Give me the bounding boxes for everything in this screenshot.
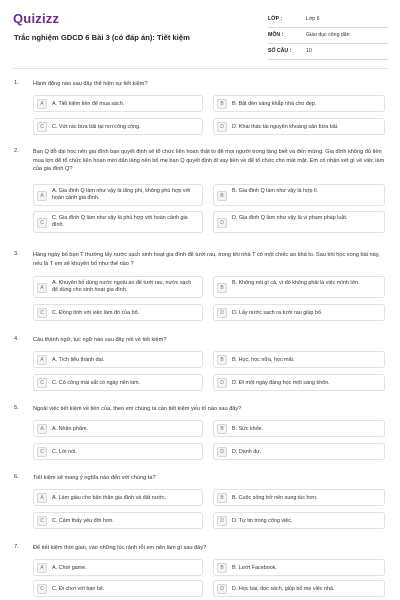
option-b[interactable] xyxy=(213,420,385,437)
option-d[interactable] xyxy=(213,374,385,391)
option-text: D. Gia đình Q làm như vậy là vi phạm pháp luật. xyxy=(232,214,348,221)
option-c[interactable] xyxy=(33,512,203,529)
option-text: B. Bật đèn sáng khắp nhà cho đẹp. xyxy=(232,100,317,107)
option-b[interactable] xyxy=(213,559,385,576)
option-c[interactable] xyxy=(33,118,203,135)
option-a[interactable] xyxy=(33,351,203,368)
option-letter: A xyxy=(37,191,47,201)
question-number: 4. xyxy=(14,336,19,342)
option-letter: C xyxy=(37,122,47,132)
option-text: B. Không nói gì cả, vì đó không phải là việc mình lớn. xyxy=(232,279,360,286)
option-letter: D xyxy=(217,584,227,594)
option-d[interactable] xyxy=(213,211,385,233)
option-text: A. Khuyên bố dùng nước ngoài ao để tưới rau, nước sạch để dùng cho sinh hoạt gia đình. xyxy=(52,279,192,294)
meta-value: Giáo dục công dân xyxy=(306,32,350,38)
option-letter: D xyxy=(217,378,227,388)
option-letter: C xyxy=(37,584,47,594)
option-b[interactable] xyxy=(213,184,385,206)
option-a[interactable] xyxy=(33,559,203,576)
option-text: C. Cảm thấy yêu đời hơn. xyxy=(52,517,114,524)
option-text: B. Sức khỏe. xyxy=(232,425,264,432)
option-letter: A xyxy=(37,424,47,434)
question-text: Để tiết kiệm thời gian, vào những lúc rảnh rỗi em nên làm gì sau đây? xyxy=(33,545,207,551)
option-text: C. Đồng tình với việc làm đó của bố. xyxy=(52,309,140,316)
option-text: C. Lời nói. xyxy=(52,448,77,455)
option-d[interactable] xyxy=(213,580,385,597)
option-a[interactable] xyxy=(33,420,203,437)
option-text: D. Khai thác tài nguyên khoáng sản bừa bãi. xyxy=(232,123,339,130)
option-text: D. Tự tin trong công việc. xyxy=(232,517,293,524)
header-divider xyxy=(13,68,388,69)
question-text: Câu thành ngữ, tục ngữ nào sau đây nói về tiết kiệm? xyxy=(33,337,167,343)
option-c[interactable] xyxy=(33,580,203,597)
meta-label: LỚP : xyxy=(268,16,283,22)
option-b[interactable] xyxy=(213,351,385,368)
meta-table xyxy=(268,12,388,60)
option-text: D. Danh dự. xyxy=(232,448,262,455)
option-b[interactable] xyxy=(213,276,385,298)
option-a[interactable] xyxy=(33,95,203,112)
option-letter: C xyxy=(37,308,47,318)
meta-value: Lớp 6 xyxy=(306,16,320,22)
worksheet-header xyxy=(0,0,400,62)
meta-row-count xyxy=(268,44,388,60)
option-d[interactable] xyxy=(213,304,385,321)
option-c[interactable] xyxy=(33,304,203,321)
option-letter: C xyxy=(37,378,47,388)
meta-label: SỐ CÂU : xyxy=(268,48,292,54)
question-number: 1. xyxy=(14,80,19,86)
option-text: B. Gia đình Q làm như vậy là hợp lí. xyxy=(232,187,319,194)
option-letter: A xyxy=(37,355,47,365)
option-text: A. Gia đình Q làm như vậy là lãng phí, không phù hợp với hoàn cảnh gia đình. xyxy=(52,187,191,202)
option-c[interactable] xyxy=(33,374,203,391)
option-text: C. Có công mài sắt có ngày nên kim. xyxy=(52,379,141,386)
option-text: B. Học, học nữa, học mãi. xyxy=(232,356,295,363)
question-text: Bạn Q đỗ đại học nên gia đình bạn quyết định sẽ tổ chức liên hoan thật to để mọi người trong làng biết và đến mừng. Gia đình không đủ tiền mua lợn để tổ chức liên hoan mời dân làng nên bố mẹ bạn Q quyết định đi vay tiền về để tổ chức cho mát mặt. Em có nhận xét gì về việc làm của gia đình Q? xyxy=(33,149,385,173)
option-b[interactable] xyxy=(213,95,385,112)
option-text: B. Lướt Facebook. xyxy=(232,564,277,571)
question-text: Ngoài việc tiết kiệm về tiền của, theo em chúng ta cần tiết kiệm yếu tố nào sau đây? xyxy=(33,406,242,412)
meta-row-grade xyxy=(268,12,388,28)
option-letter: D xyxy=(217,516,227,526)
question-number: 6. xyxy=(14,474,19,480)
option-d[interactable] xyxy=(213,512,385,529)
option-text: D. Học bài, đọc sách, giúp bố mẹ việc nhà. xyxy=(232,585,335,592)
option-letter: B xyxy=(217,493,227,503)
option-letter: B xyxy=(217,355,227,365)
option-letter: B xyxy=(217,283,227,293)
option-c[interactable] xyxy=(33,211,203,233)
meta-row-subject xyxy=(268,28,388,44)
option-letter: B xyxy=(217,563,227,573)
option-letter: B xyxy=(217,99,227,109)
option-text: D. Đi một ngày đàng học một sàng khôn. xyxy=(232,379,330,386)
option-text: A. Tiết kiệm tiền để mua sách. xyxy=(52,100,125,107)
option-letter: A xyxy=(37,283,47,293)
option-letter: B xyxy=(217,191,227,201)
option-letter: D xyxy=(217,218,227,228)
option-letter: C xyxy=(37,447,47,457)
question-number: 2. xyxy=(14,148,19,154)
page-title: Trắc nghiệm GDCD 6 Bài 3 (có đáp án): Tiết kiệm xyxy=(14,33,190,42)
option-text: D. Lấy nước sạch ra tưới rau giúp bố. xyxy=(232,309,323,316)
question-text: Hàng ngày bố bạn T thường lấy nước sạch sinh hoạt gia đình để tưới rau, trong khi nhà T có một chiếc ao khá to. Sau khi học xong bài này, nếu là T em sẽ khuyên bố như thế nào ? xyxy=(33,252,380,267)
question-text: Tiết kiệm sẽ mang ý nghĩa nào đến với chúng ta? xyxy=(33,475,156,481)
quizizz-logo: Quizizz xyxy=(13,11,60,26)
option-text: A. Làm giàu cho bản thân gia đình và đất nước. xyxy=(52,494,167,501)
meta-value: 10 xyxy=(306,48,312,54)
option-c[interactable] xyxy=(33,443,203,460)
option-letter: A xyxy=(37,563,47,573)
question-text: Hành động nào sau đây thể hiện sự tiết kiệm? xyxy=(33,81,148,87)
option-text: C. Gia đình Q làm như vậy là phù hợp với hoàn cảnh gia đình. xyxy=(52,214,188,229)
option-letter: C xyxy=(37,218,47,228)
option-letter: D xyxy=(217,447,227,457)
option-a[interactable] xyxy=(33,276,203,298)
option-d[interactable] xyxy=(213,443,385,460)
option-letter: C xyxy=(37,516,47,526)
option-a[interactable] xyxy=(33,184,203,206)
option-text: A. Chơi game. xyxy=(52,564,87,571)
meta-label: MÔN : xyxy=(268,32,284,38)
option-b[interactable] xyxy=(213,489,385,506)
question-number: 5. xyxy=(14,405,19,411)
option-letter: B xyxy=(217,424,227,434)
option-text: C. Vứt rác bừa bãi tại nơi công cộng. xyxy=(52,123,141,130)
option-d[interactable] xyxy=(213,118,385,135)
option-text: B. Cuộc sống trở nên sung túc hơn. xyxy=(232,494,318,501)
question-number: 7. xyxy=(14,544,19,550)
question-number: 3. xyxy=(14,251,19,257)
option-a[interactable] xyxy=(33,489,203,506)
option-letter: D xyxy=(217,122,227,132)
option-text: C. Đi chơi với bạn bè. xyxy=(52,585,105,592)
option-text: A. Nhân phẩm. xyxy=(52,425,88,432)
option-letter: D xyxy=(217,308,227,318)
option-text: A. Tích tiểu thành đại. xyxy=(52,356,105,363)
option-letter: A xyxy=(37,99,47,109)
option-letter: A xyxy=(37,493,47,503)
